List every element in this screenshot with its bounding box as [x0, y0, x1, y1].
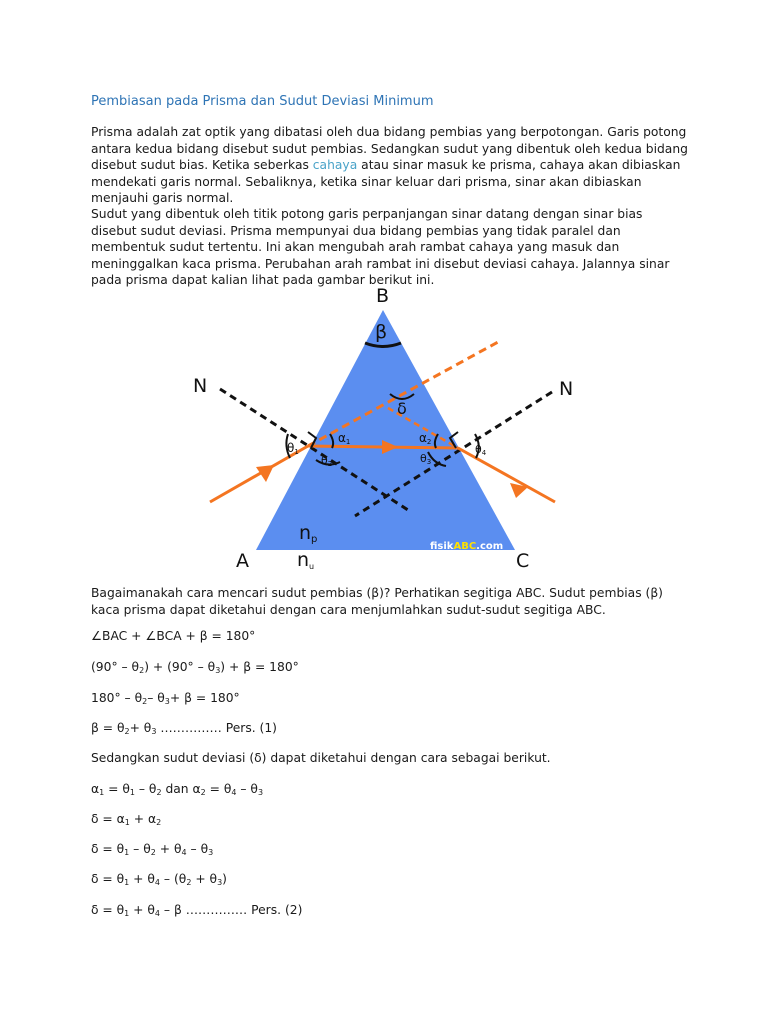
normal-left-label: N	[193, 375, 208, 397]
theta2-label: θ2	[321, 454, 333, 468]
alpha2-label: α2	[419, 431, 432, 446]
paragraph-deviation-angle: Sedangkan sudut deviasi (δ) dapat diketahui dengan cara sebagai berikut.	[91, 751, 551, 765]
theta4-label: θ4	[475, 443, 487, 457]
prism-diagram	[190, 282, 580, 572]
equation-6: $\delta = \alpha_1 + \alpha_2$	[91, 812, 162, 827]
equation-9: $\delta = \theta_1 + \theta_4 - \beta$ …………… Pers. (2)	[91, 903, 303, 918]
equation-2: $(90^\circ - \theta_2) + (90^\circ - \theta_3) + \beta = 180^\circ$	[91, 660, 299, 675]
vertex-a-label: A	[236, 550, 249, 572]
equation-1: ∠BAC + ∠BCA + β = 180°	[91, 629, 256, 643]
equation-4: $\beta = \theta_2+ \theta_3$ …………… Pers. (1)	[91, 721, 277, 736]
beta-label: β	[375, 321, 388, 343]
theta3-label: θ3	[420, 452, 432, 466]
equation-3: $180^\circ - \theta_2-$ $\theta_3+ \beta = 180^\circ$	[91, 691, 240, 706]
delta-label: δ	[397, 399, 407, 418]
paragraph-deviation: Sudut yang dibentuk oleh titik potong garis perpanjangan sinar datang dengan sinar bias disebut sudut deviasi. Prisma mempunyai dua bidang pembias yang tidak paralel dan membentuk sudut tertentu. Ini akan mengubah arah rambat cahaya yang masuk dan meninggalkan kaca prisma. Perubahan arah rambat ini disebut deviasi cahaya. Jalannya sinar pada prisma dapat kalian lihat pada gambar berikut ini.	[91, 207, 670, 287]
paragraph-prism-definition: Prisma adalah zat optik yang dibatasi oleh dua bidang pembias yang berpotongan. Garis potong antara kedua bidang disebut sudut pembias. Sedangkan sudut yang dibentuk oleh kedua bidang disebut sudut bias. Ketika seberkas cahaya atau sinar masuk ke prisma, cahaya akan dibiaskan mendekati garis normal. Sebaliknya, ketika sinar keluar dari prisma, sinar akan dibiaskan menjauhi garis normal.	[91, 125, 688, 205]
equation-7: $\delta = \theta_1 - \theta_2 + \theta_4 - \theta_3$	[91, 842, 214, 857]
theta1-label: θ1	[287, 441, 299, 456]
link-cahaya[interactable]: cahaya	[312, 158, 358, 172]
watermark: fisikABC.com	[430, 541, 504, 552]
section-title: Pembiasan pada Prisma dan Sudut Deviasi Minimum	[91, 94, 434, 109]
vertex-c-label: C	[516, 550, 530, 572]
normal-right-label: N	[559, 378, 574, 400]
vertex-b-label: B	[376, 285, 390, 307]
np-label: np	[299, 522, 318, 545]
equation-8: $\delta = \theta_1 + \theta_4 - (\theta_2 + \theta_3)$	[91, 872, 227, 887]
alpha1-label: α1	[338, 431, 351, 446]
nu-label: nu	[297, 549, 315, 571]
paragraph-refracting-angle: Bagaimanakah cara mencari sudut pembias (β)? Perhatikan segitiga ABC. Sudut pembias (β) kaca prisma dapat diketahui dengan cara menjumlahkan sudut-sudut segitiga ABC.	[91, 586, 663, 617]
equation-5: $\alpha_1 = \theta_1 - \theta_2$ dan $\alpha_2 = \theta_4 - \theta_3$	[91, 782, 264, 797]
